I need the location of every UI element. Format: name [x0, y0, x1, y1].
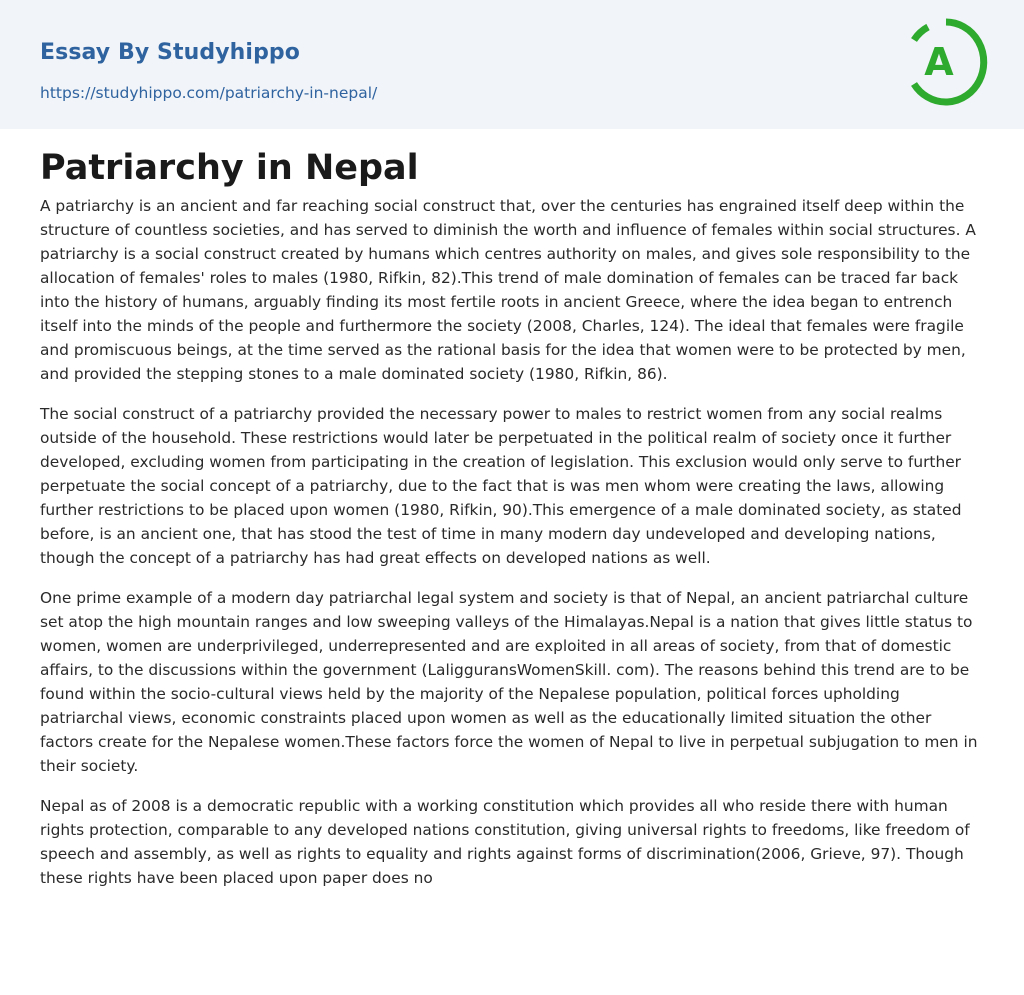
brand-title[interactable]: Essay By Studyhippo: [40, 40, 300, 65]
essay-url-link[interactable]: https://studyhippo.com/patriarchy-in-nepal/: [40, 84, 378, 102]
site-header: [0, 0, 1024, 129]
essay-content: [0, 129, 1024, 890]
essay-paragraph: The social construct of a patriarchy provided the necessary power to males to restrict women from any social realms outside of the household. These restrictions would later be perpetuated in the political realm of society once it further developed, excluding women from participating in the creation of legislation. This exclusion would only serve to further perpetuate the social concept of a patriarchy, due to the fact that is was men whom were creating the laws, allowing further restrictions to be placed upon women (1980, Rifkin, 90).This emergence of a male dominated society, as stated before, is an ancient one, that has stood the test of time in many modern day undeveloped and developing nations, though the concept of a patriarchy has had great effects on developed nations as well.: [40, 405, 962, 567]
essay-title: Patriarchy in Nepal: [40, 148, 419, 188]
essay-paragraph: One prime example of a modern day patriarchal legal system and society is that of Nepal, an ancient patriarchal culture set atop the high mountain ranges and low sweeping valleys of the Himalayas.Nepal is a nation that gives little status to women, women are underprivileged, underrepresented and are exploited in all areas of society, from that of domestic affairs, to the discussions within the government (LaligguransWomenSkill. com). The reasons behind this trend are to be found within the socio-cultural views held by the majority of the Nepalese population, political forces upholding patriarchal views, economic constraints placed upon women as well as the educationally limited situation the other factors create for the Nepalese women.These factors force the women of Nepal to live in perpetual subjugation to men in their society.: [40, 589, 978, 775]
essay-paragraph: A patriarchy is an ancient and far reaching social construct that, over the centuries has engrained itself deep within the structure of countless societies, and has served to diminish the worth and influence of females within social structures. A patriarchy is a social construct created by humans which centres authority on males, and gives sole responsibility to the allocation of females' roles to males (1980, Rifkin, 82).This trend of male domination of females can be traced far back into the history of humans, arguably finding its most fertile roots in ancient Greece, where the idea began to entrench itself into the minds of the people and furthermore the society (2008, Charles, 124). The ideal that females were fragile and promiscuous beings, at the time served as the rational basis for the idea that women were to be protected by men, and provided the stepping stones to a male dominated society (1980, Rifkin, 86).: [40, 197, 976, 383]
studyhippo-logo-icon[interactable]: [904, 18, 988, 106]
essay-paragraph: Nepal as of 2008 is a democratic republic with a working constitution which provides all who reside there with human rights protection, comparable to any developed nations constitution, giving universal rights to freedoms, like freedom of speech and assembly, as well as rights to equality and rights against forms of discrimination(2006, Grieve, 97). Though these rights have been placed upon paper does no: [40, 797, 970, 887]
logo-letter: A: [924, 40, 954, 84]
